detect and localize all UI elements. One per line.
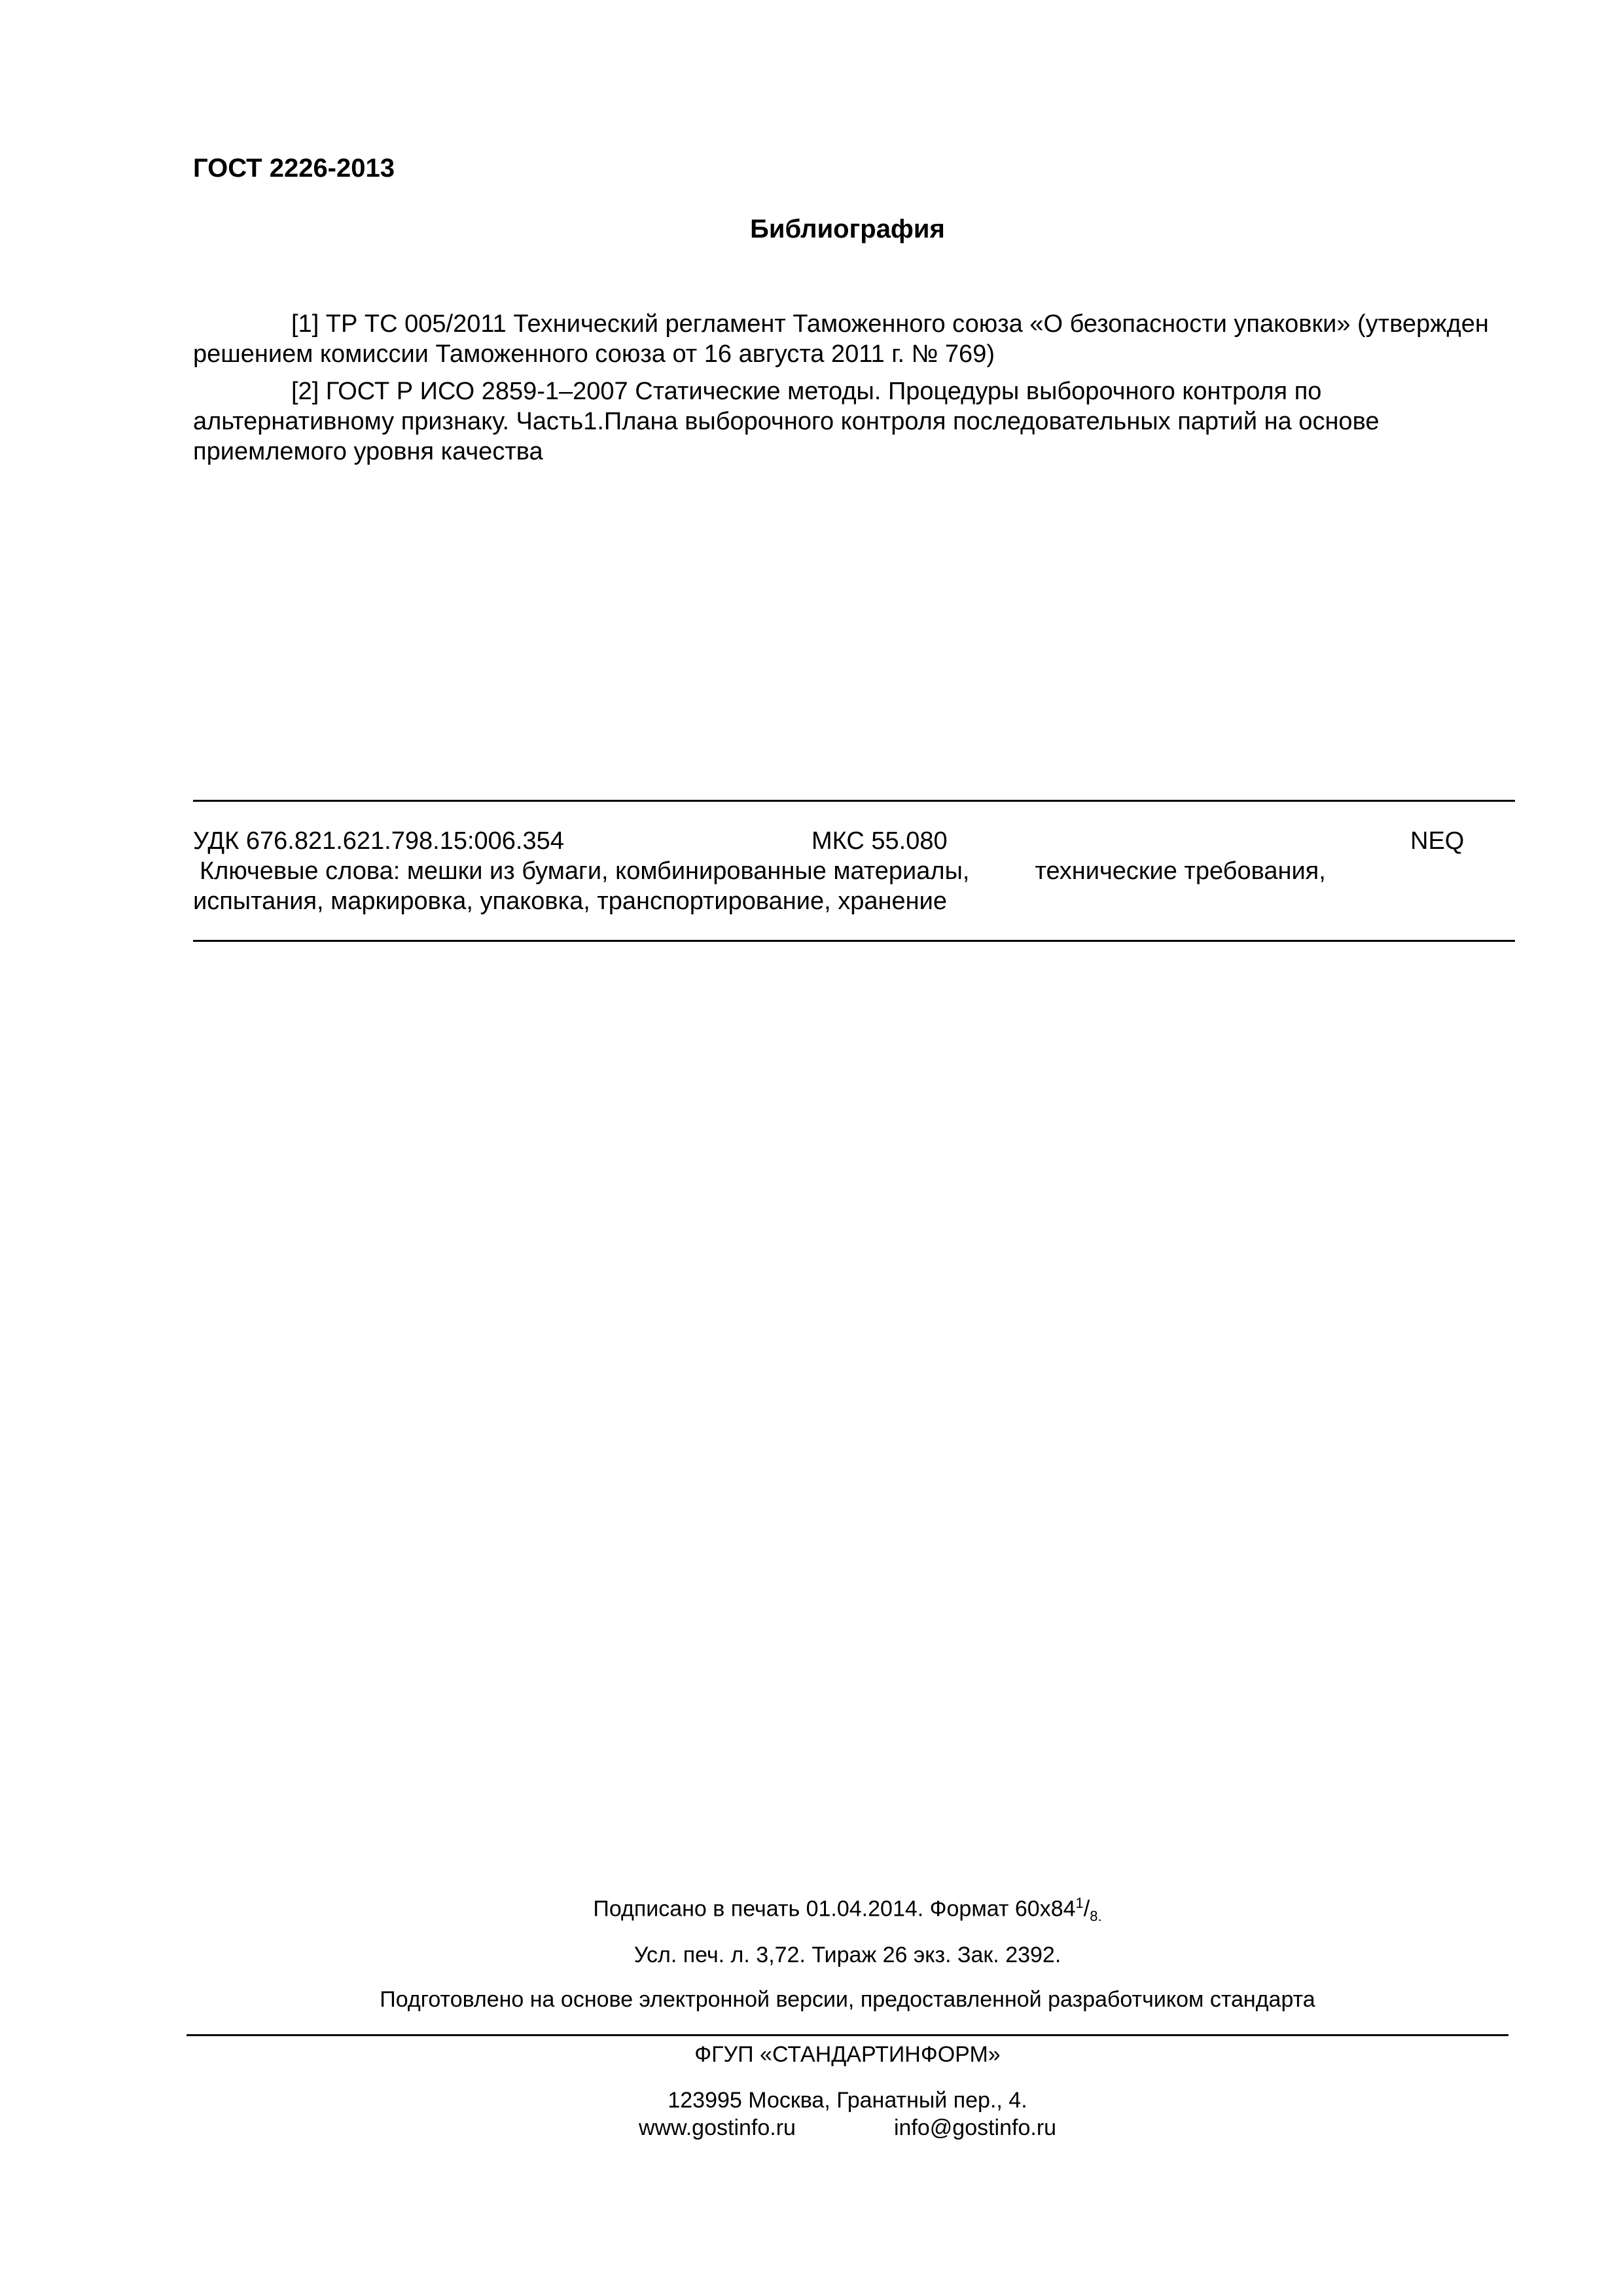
- divider-bottom: [193, 940, 1515, 942]
- imprint-signed: Подписано в печать 01.04.2014. Формат $60x84^1/_{8.}$: [593, 1895, 1102, 1925]
- bibliography-title: Библиография: [750, 215, 945, 243]
- neq-label: NEQ: [1410, 827, 1465, 855]
- imprint-address: 123995 Москва, Гранатный пер., 4.: [668, 2088, 1027, 2113]
- keywords-text-b: технические требования,: [1035, 857, 1326, 885]
- keywords-line-1: [193, 856, 1502, 886]
- imprint-contacts: [0, 2114, 1623, 2142]
- bibliography-entry: [1] ТР ТС 005/2011 Технический регламент Таможенного союза «О безопасности упаковки» (утвержден решением комиссии Таможенного союза от 16 августа 2011 г. № 769): [193, 310, 1489, 368]
- keywords-text-a: Ключевые слова: мешки из бумаги, комбинированные материалы,: [200, 857, 970, 885]
- udk-code: УДК 676.821.621.798.15:006.354: [193, 827, 564, 855]
- divider-imprint: [187, 2034, 1508, 2036]
- bibliography-entry: [2] ГОСТ Р ИСО 2859-1–2007 Статические методы. Процедуры выборочного контроля по альтернативному признаку. Часть1.Плана выборочного контроля последовательных партий на основе приемлемого уровня качества: [193, 378, 1380, 465]
- format-dot: .: [1097, 1908, 1102, 1925]
- document-code: ГОСТ 2226-2013: [193, 154, 395, 183]
- format-subscript: 8: [1090, 1908, 1098, 1925]
- keywords-line-2: испытания, маркировка, упаковка, транспортирование, хранение: [193, 888, 947, 915]
- mks-code: МКС 55.080: [812, 827, 948, 855]
- format-superscript: 1: [1075, 1895, 1084, 1911]
- email-link[interactable]: info@gostinfo.ru: [893, 2115, 1057, 2140]
- keywords-block: [193, 856, 1502, 916]
- imprint-signed-text: Подписано в печать 01.04.2014. Формат 60x84: [593, 1896, 1076, 1922]
- imprint-prepared: Подготовлено на основе электронной версии, предоставленной разработчиком стандарта: [380, 1987, 1315, 2012]
- imprint-organization: ФГУП «СТАНДАРТИНФОРМ»: [694, 2042, 1001, 2067]
- website-link[interactable]: www.gostinfo.ru: [638, 2115, 796, 2140]
- divider-top: [193, 800, 1515, 802]
- imprint-print-info: Усл. печ. л. 3,72. Тираж 26 экз. Зак. 2392.: [633, 1943, 1061, 1967]
